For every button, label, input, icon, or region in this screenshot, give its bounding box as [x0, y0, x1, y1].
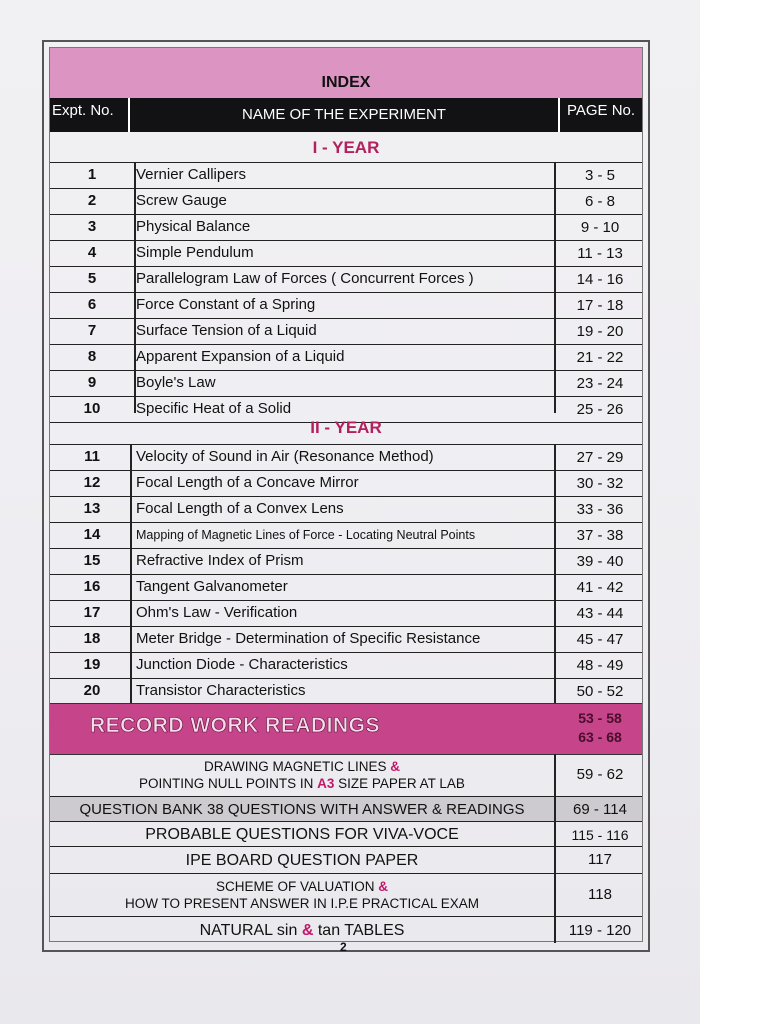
experiment-page: 48 - 49	[576, 657, 624, 674]
experiment-name: Velocity of Sound in Air (Resonance Method)	[136, 448, 434, 465]
experiment-number: 13	[83, 500, 101, 517]
experiment-number: 2	[87, 192, 97, 209]
experiment-number: 6	[87, 296, 97, 313]
experiment-name: Physical Balance	[136, 218, 251, 235]
experiment-name: Ohm's Law - Verification	[136, 604, 298, 621]
scheme-page: 118	[588, 886, 612, 903]
experiment-number: 18	[83, 630, 101, 647]
experiment-page: 21 - 22	[576, 349, 624, 366]
record-work-pages	[558, 709, 642, 747]
experiment-page: 27 - 29	[576, 449, 624, 466]
page-edge	[700, 0, 768, 1024]
a3-label: A3	[317, 776, 335, 791]
year1-label: I - YEAR	[312, 138, 380, 157]
experiment-number: 12	[83, 474, 101, 491]
experiment-name: Apparent Expansion of a Liquid	[136, 348, 345, 365]
experiment-name: Tangent Galvanometer	[136, 578, 288, 595]
year2-label: II - YEAR	[310, 418, 382, 437]
scheme-text	[50, 878, 554, 912]
scheme-line-1: SCHEME OF VALUATION	[215, 879, 375, 894]
experiment-page: 6 - 8	[584, 193, 615, 210]
experiment-page: 50 - 52	[576, 683, 624, 700]
question-bank-text: QUESTION BANK 38 QUESTIONS WITH ANSWER & READINGS	[79, 801, 525, 818]
experiment-name: Vernier Callipers	[136, 166, 247, 183]
experiment-name: Force Constant of a Spring	[136, 296, 316, 313]
scheme-line-2: HOW TO PRESENT ANSWER IN I.P.E PRACTICAL EXAM	[124, 896, 480, 911]
header-experiment-name: NAME OF THE EXPERIMENT	[242, 106, 446, 123]
col-divider	[130, 445, 132, 703]
experiment-page: 17 - 18	[576, 297, 624, 314]
record-work-banner	[50, 703, 642, 755]
experiment-page: 23 - 24	[576, 375, 624, 392]
experiment-number: 7	[87, 322, 97, 339]
experiment-page: 37 - 38	[576, 527, 624, 544]
experiment-page: 30 - 32	[576, 475, 624, 492]
experiment-number: 5	[87, 270, 97, 287]
question-bank-page: 69 - 114	[573, 801, 627, 818]
record-page-range-2: 63 - 68	[578, 729, 622, 745]
experiment-name: Simple Pendulum	[136, 244, 254, 261]
viva-text: PROBABLE QUESTIONS FOR VIVA-VOCE	[145, 826, 459, 843]
index-title: INDEX	[321, 74, 371, 91]
experiment-name: Transistor Characteristics	[136, 682, 306, 699]
magnetic-lines-page: 59 - 62	[576, 766, 624, 783]
experiment-name: Screw Gauge	[136, 192, 227, 209]
experiment-name: Specific Heat of a Solid	[136, 400, 292, 417]
magnetic-line-2a: POINTING NULL POINTS IN	[139, 776, 314, 791]
experiment-page: 45 - 47	[576, 631, 624, 648]
tables-a: NATURAL sin	[199, 922, 298, 939]
experiment-number: 16	[83, 578, 101, 595]
ipe-paper-text: IPE BOARD QUESTION PAPER	[185, 852, 419, 869]
experiment-page: 33 - 36	[576, 501, 624, 518]
magnetic-line-2c: SIZE PAPER AT LAB	[338, 776, 465, 791]
col-divider	[554, 754, 556, 943]
magnetic-lines-text	[50, 758, 554, 792]
header-page-no: PAGE No.	[558, 98, 642, 132]
index-header-bar	[50, 48, 642, 99]
experiment-page: 43 - 44	[576, 605, 624, 622]
experiment-number: 8	[87, 348, 97, 365]
ampersand: &	[378, 879, 389, 894]
experiment-number: 3	[87, 218, 97, 235]
experiment-number: 4	[87, 244, 97, 261]
column-header-row	[50, 98, 642, 132]
experiment-number: 14	[83, 526, 101, 543]
experiment-number: 19	[83, 656, 101, 673]
experiment-page: 14 - 16	[576, 271, 624, 288]
page-number: 2	[340, 940, 347, 954]
ipe-paper-page: 117	[588, 851, 612, 868]
viva-page: 115 - 116	[571, 827, 629, 843]
tables-page: 119 - 120	[568, 922, 632, 939]
experiment-page: 19 - 20	[576, 323, 624, 340]
experiment-number: 20	[83, 682, 101, 699]
experiment-number: 9	[87, 374, 97, 391]
col-divider	[554, 163, 556, 413]
tables-text	[50, 922, 554, 940]
magnetic-line-1: DRAWING MAGNETIC LINES	[203, 759, 387, 774]
experiment-number: 11	[84, 448, 100, 465]
experiment-page: 39 - 40	[576, 553, 624, 570]
header-expt-no: Expt. No.	[50, 98, 130, 132]
experiment-name: Refractive Index of Prism	[136, 552, 304, 569]
experiment-page: 41 - 42	[576, 579, 624, 596]
record-work-label: RECORD WORK READINGS	[90, 714, 381, 737]
experiment-page: 25 - 26	[576, 401, 624, 418]
experiment-number: 17	[83, 604, 101, 621]
ampersand: &	[301, 922, 314, 939]
experiment-name: Focal Length of a Concave Mirror	[136, 474, 359, 491]
index-frame	[42, 40, 650, 952]
experiment-name: Junction Diode - Characteristics	[136, 656, 348, 673]
experiment-name: Boyle's Law	[136, 374, 216, 391]
experiment-name: Mapping of Magnetic Lines of Force - Locating Neutral Points	[136, 528, 476, 542]
tables-b: tan TABLES	[317, 922, 405, 939]
experiment-name: Surface Tension of a Liquid	[136, 322, 317, 339]
experiment-name: Focal Length of a Convex Lens	[136, 500, 344, 517]
index-table	[49, 47, 643, 942]
experiment-number: 10	[83, 400, 101, 417]
experiment-page: 9 - 10	[580, 219, 620, 236]
experiment-page: 11 - 13	[577, 245, 623, 262]
experiment-name: Meter Bridge - Determination of Specific Resistance	[136, 630, 481, 647]
col-divider	[134, 163, 136, 413]
experiment-number: 1	[87, 166, 97, 183]
experiment-page: 3 - 5	[584, 167, 615, 184]
experiment-name: Parallelogram Law of Forces ( Concurrent Forces )	[136, 270, 474, 287]
ampersand: &	[390, 759, 401, 774]
experiment-number: 15	[83, 552, 101, 569]
record-page-range-1: 53 - 58	[578, 710, 622, 726]
